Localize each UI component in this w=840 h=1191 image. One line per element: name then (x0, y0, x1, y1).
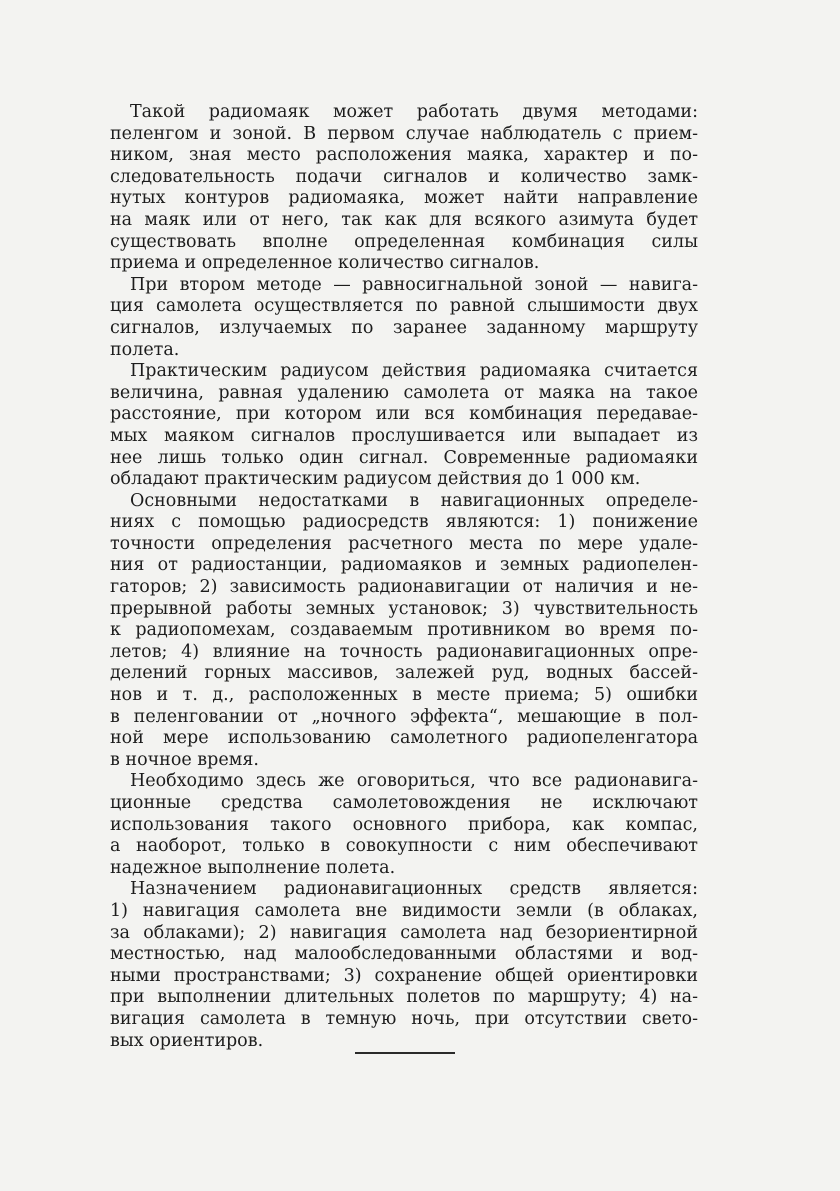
text-line: а наоборот, только в совокупности с ним обеспечивают (110, 836, 698, 857)
paragraph-2 (110, 275, 698, 361)
text-line: в пеленговании от „ночного эффекта“, мешающие в пол- (110, 706, 698, 727)
text-line: использования такого основного прибора, как компас, (110, 814, 698, 835)
body-text (110, 102, 698, 1052)
text-line: ния от радиостанции, радиомаяков и земных радиопелен- (110, 555, 698, 576)
text-line: Основными недостатками в навигационных определе- (130, 490, 698, 511)
text-line: прерывной работы земных установок; 3) чувствительность (110, 598, 698, 619)
text-line: Практическим радиусом действия радиомаяка считается (130, 361, 698, 382)
text-line: в ночное время. (110, 749, 259, 770)
text-line: следовательность подачи сигналов и количество замк- (110, 166, 698, 187)
text-line: мых маяком сигналов прослушивается или выпадает из (110, 425, 698, 446)
text-line: точности определения расчетного места по мере удале- (110, 533, 698, 554)
paragraph-4 (110, 491, 698, 772)
text-line: ционные средства самолетовождения не исключают (110, 793, 698, 813)
text-line: при выполнении длительных полетов по маршруту; 4) на- (110, 987, 698, 1008)
text-line: надежное выполнение полета. (110, 857, 396, 878)
text-line: местностью, над малообследованными областями и вод- (110, 944, 698, 965)
text-line: ция самолета осуществляется по равной слышимости двух (110, 296, 698, 317)
text-line: существовать вполне определенная комбинация силы (110, 231, 698, 252)
text-line: расстояние, при котором или вся комбинация передавае- (110, 404, 698, 425)
text-line: нее лишь только один сигнал. Современные радиомаяки (110, 447, 698, 468)
text-line: нутых контуров радиомаяка, может найти направление (110, 188, 698, 209)
text-line: Необходимо здесь же оговориться, что все радионавига- (130, 771, 698, 792)
text-line: обладают практическим радиусом действия до 1 000 км. (110, 469, 641, 490)
section-divider (355, 1052, 455, 1054)
text-line: Такой радиомаяк может работать двумя методами: (130, 102, 698, 122)
text-line: нов и т. д., расположенных в месте приема; 5) ошибки (110, 685, 698, 706)
paragraph-5 (110, 771, 698, 879)
text-line: вых ориентиров. (110, 1030, 264, 1051)
text-line: Назначением радионавигационных средств является: (130, 879, 698, 900)
text-line: 1) навигация самолета вне видимости земли (в облаках, (110, 900, 698, 921)
text-line: ником, зная место расположения маяка, характер и по- (110, 145, 698, 166)
text-line: ными пространствами; 3) сохранение общей ориентировки (110, 965, 698, 986)
text-line: ниях с помощью радиосредств являются: 1) понижение (110, 512, 698, 533)
text-line: При втором методе — равносигнальной зоной — навига- (130, 274, 698, 295)
text-line: полета. (110, 339, 180, 360)
paragraph-1 (110, 102, 698, 275)
text-line: вигация самолета в темную ночь, при отсутствии свето- (110, 1008, 698, 1029)
text-line: на маяк или от него, так как для всякого азимута будет (110, 209, 698, 230)
text-line: гаторов; 2) зависимость радионавигации от наличия и не- (110, 577, 698, 598)
paragraph-3 (110, 361, 698, 491)
text-line: пеленгом и зоной. В первом случае наблюдатель с прием- (110, 123, 698, 144)
text-line: приема и определенное количество сигналов. (110, 253, 540, 274)
text-line: величина, равная удалению самолета от маяка на такое (110, 382, 698, 403)
text-line: за облаками); 2) навигация самолета над безориентирной (110, 922, 698, 943)
text-line: делений горных массивов, залежей руд, водных бассей- (110, 663, 698, 684)
text-line: ной мере использованию самолетного радиопеленгатора (110, 728, 698, 749)
text-line: летов; 4) влияние на точность радионавигационных опре- (110, 641, 698, 662)
paragraph-6 (110, 879, 698, 1052)
text-line: к радиопомехам, создаваемым противником во время по- (110, 620, 698, 641)
text-line: сигналов, излучаемых по заранее заданному маршруту (110, 317, 698, 338)
